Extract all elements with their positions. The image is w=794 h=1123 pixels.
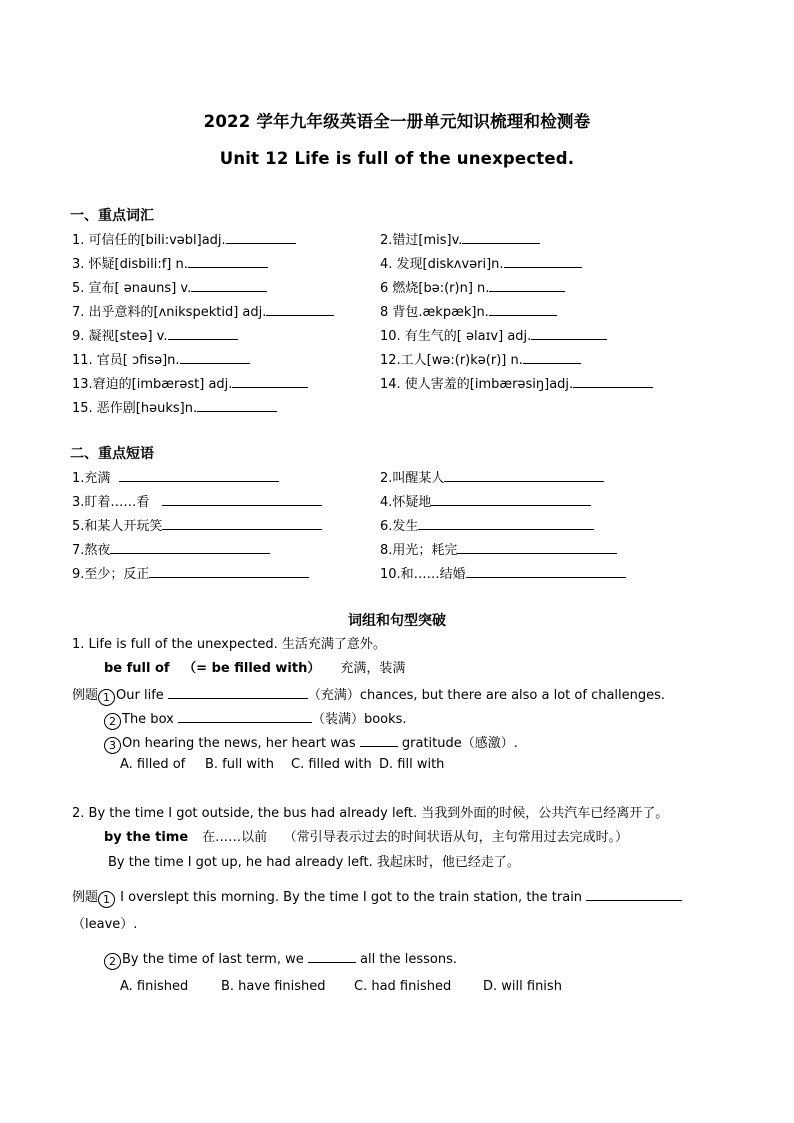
vocab-item: 15. 恶作剧[həuks]n.	[72, 397, 277, 418]
point1-exercise-1: 例题 1 Our life （充满）chances, but there are also a lot of challenges.	[72, 684, 665, 706]
answer-blank[interactable]	[489, 301, 557, 316]
point1-choice-a[interactable]: A. filled of	[120, 757, 186, 772]
number-circle: 1	[98, 689, 115, 706]
vocab-item: 1. 可信任的[bili:vəbl]adj.	[72, 229, 296, 250]
answer-blank[interactable]	[457, 539, 617, 554]
vocab-item: 4. 发现[diskʌvəri]n.	[380, 253, 582, 274]
vocab-item: 10. 有生气的[ əlaɪv] adj.	[380, 325, 607, 346]
answer-blank[interactable]	[162, 491, 322, 506]
answer-blank[interactable]	[531, 325, 607, 340]
answer-blank[interactable]	[119, 467, 279, 482]
answer-blank[interactable]	[308, 948, 356, 963]
answer-blank[interactable]	[191, 277, 267, 292]
vocab-item: 3. 怀疑[disbili:f] n.	[72, 253, 268, 274]
answer-blank[interactable]	[431, 491, 591, 506]
number-circle: 2	[104, 953, 121, 970]
answer-blank[interactable]	[573, 373, 653, 388]
number-circle: 1	[98, 891, 115, 908]
answer-blank[interactable]	[232, 373, 308, 388]
vocab-item: 9. 凝视[steə] v.	[72, 325, 238, 346]
point2-exercise-1: 例题 1 I overslept this morning. By the time I got to the train station, the train	[72, 886, 682, 908]
answer-blank[interactable]	[523, 349, 581, 364]
answer-blank[interactable]	[110, 539, 270, 554]
point2-choice-a[interactable]: A. finished	[120, 979, 189, 994]
phrase-item: 6.发生	[380, 515, 594, 536]
phrase-item: 9.至少；反正	[72, 563, 309, 584]
phrase-item: 10.和……结婚	[380, 563, 626, 584]
answer-blank[interactable]	[168, 684, 308, 699]
phrase-item: 5.和某人开玩笑	[72, 515, 322, 536]
page-title: 2022 学年九年级英语全一册单元知识梳理和检测卷	[203, 112, 591, 131]
point2-choice-b[interactable]: B. have finished	[221, 979, 326, 994]
vocab-item: 12.工人[wə:(r)kə(r)] n.	[380, 349, 581, 370]
answer-blank[interactable]	[226, 229, 296, 244]
point1-key: be full of （= be filled with） 充满，装满	[104, 661, 406, 676]
point2-choice-c[interactable]: C. had finished	[354, 979, 452, 994]
phrase-item: 3.盯着……看	[72, 491, 322, 512]
answer-blank[interactable]	[197, 397, 277, 412]
phrases-heading: 二、重点短语	[70, 446, 154, 462]
answer-blank[interactable]	[149, 563, 309, 578]
phrase-item: 2.叫醒某人	[380, 467, 604, 488]
point1-sentence: 1. Life is full of the unexpected. 生活充满了意外。	[72, 637, 386, 652]
answer-blank[interactable]	[418, 515, 594, 530]
vocab-item: 2.错过[mis]v.	[380, 229, 540, 250]
point2-exercise-1-cont: （leave）.	[72, 917, 138, 932]
answer-blank[interactable]	[444, 467, 604, 482]
vocab-item: 6 燃烧[bə:(r)n] n.	[380, 277, 565, 298]
point2-choice-d[interactable]: D. will finish	[483, 979, 562, 994]
vocab-item: 7. 出乎意料的[ʌnikspektid] adj.	[72, 301, 334, 322]
answer-blank[interactable]	[178, 708, 312, 723]
vocab-heading: 一、重点词汇	[70, 208, 154, 224]
vocab-item: 11. 官员[ ɔfisə]n.	[72, 349, 250, 370]
vocab-item: 14. 使人害羞的[imbærəsiŋ]adj.	[380, 373, 653, 394]
answer-blank[interactable]	[504, 253, 582, 268]
point1-exercise-2: 2 The box （装满）books.	[104, 708, 407, 730]
answer-blank[interactable]	[188, 253, 268, 268]
answer-blank[interactable]	[489, 277, 565, 292]
vocab-item: 13.窘迫的[imbærəst] adj.	[72, 373, 308, 394]
unit-title: Unit 12 Life is full of the unexpected.	[219, 149, 575, 168]
number-circle: 3	[104, 737, 121, 754]
breakthrough-heading: 词组和句型突破	[348, 613, 446, 629]
answer-blank[interactable]	[162, 515, 322, 530]
answer-blank[interactable]	[462, 229, 540, 244]
point2-key: by the time 在……以前 （常引导表示过去的时间状语从句，主句常用过去完成时。）	[104, 830, 629, 845]
point2-sentence: 2. By the time I got outside, the bus had already left. 当我到外面的时候，公共汽车已经离开了。	[72, 806, 669, 821]
answer-blank[interactable]	[586, 886, 682, 901]
vocab-item: 5. 宣布[ ənauns] v.	[72, 277, 267, 298]
answer-blank[interactable]	[266, 301, 334, 316]
point2-example: By the time I got up, he had already left. 我起床时，他已经走了。	[108, 855, 520, 870]
phrase-item: 4.怀疑地	[380, 491, 591, 512]
phrase-item: 1.充满	[72, 467, 279, 488]
answer-blank[interactable]	[466, 563, 626, 578]
point1-choice-d[interactable]: D. fill with	[379, 757, 445, 772]
point1-exercise-3: 3 On hearing the news, her heart was gratitude（感激）.	[104, 732, 518, 754]
phrase-item: 8.用光；耗完	[380, 539, 617, 560]
answer-blank[interactable]	[168, 325, 238, 340]
number-circle: 2	[104, 713, 121, 730]
point1-choice-c[interactable]: C. filled with	[291, 757, 372, 772]
vocab-item: 8 背包.ækpæk]n.	[380, 301, 557, 322]
answer-blank[interactable]	[180, 349, 250, 364]
point2-exercise-2: 2 By the time of last term, we all the lessons.	[104, 948, 457, 970]
point1-choice-b[interactable]: B. full with	[205, 757, 274, 772]
phrase-item: 7.熬夜	[72, 539, 270, 560]
answer-blank[interactable]	[360, 732, 398, 747]
